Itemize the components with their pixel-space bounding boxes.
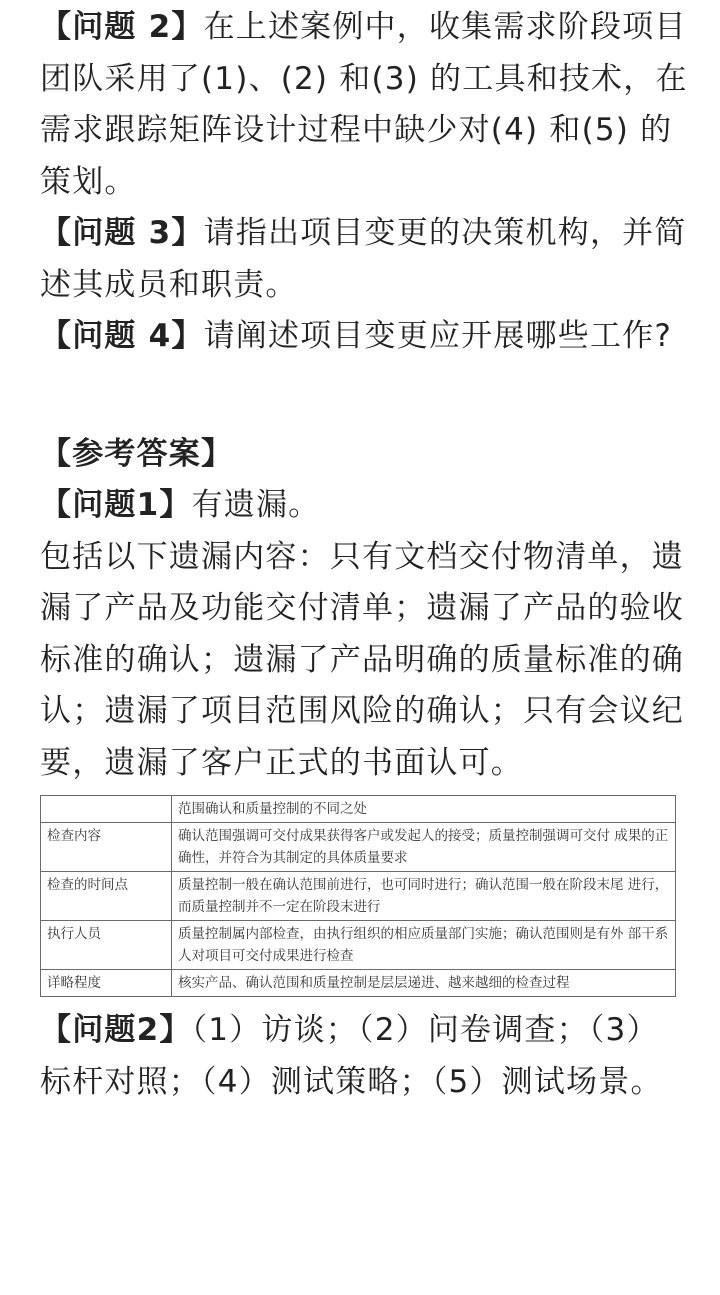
table-row-label: 检查内容 (41, 823, 172, 872)
table-row (41, 823, 676, 872)
article-body (40, 2, 690, 1108)
question-2 (40, 2, 690, 208)
question-3-text: 请指出项目变更的决策机构，并简述其成员和职责。 (40, 215, 687, 303)
answer-2-label: 【问题2】 (40, 1012, 192, 1048)
answer-1-detail: 包括以下遗漏内容：只有文档交付物清单，遗漏了产品及功能交付清单；遗漏了产品的验收标准的确认；遗漏了产品明确的质量标准的确认；遗漏了项目范围风险的确认；只有会议纪要，遗漏了客户正式的书面认可。 (40, 538, 684, 781)
table-row-label: 检查的时间点 (41, 872, 172, 921)
table-row (41, 970, 676, 997)
table-row-label: 执行人员 (41, 921, 172, 970)
answer-2-text: （1）访谈；（2）问卷调查；（3）标杆对照；（4）测试策略；（5）测试场景。 (40, 1012, 663, 1100)
question-4-text: 请阐述项目变更应开展哪些工作? (203, 318, 673, 354)
table-row-text: 质量控制一般在确认范围前进行，也可同时进行；确认范围一般在阶段末尾 进行，而质量控制并不一定在阶段末进行 (172, 872, 676, 921)
answer-1-label: 【问题1】 (40, 487, 192, 523)
question-2-label: 【问题 2】 (40, 9, 204, 45)
question-4 (40, 311, 690, 363)
comparison-table (40, 795, 676, 997)
question-3 (40, 208, 690, 311)
table-row (41, 921, 676, 970)
answer-1 (40, 480, 690, 532)
table-header-row (41, 796, 676, 823)
answer-heading: 【参考答案】 (40, 435, 234, 472)
answer-1-text: 有遗漏。 (191, 487, 321, 523)
comparison-table-wrap (40, 795, 690, 997)
table-row-text: 质量控制属内部检查，由执行组织的相应质量部门实施；确认范围则是有外 部干系人对项目可交付成果进行检查 (172, 921, 676, 970)
table-row-text: 核实产品、确认范围和质量控制是层层递进、越来越细的检查过程 (172, 970, 676, 997)
table-row-text: 确认范围强调可交付成果获得客户或发起人的接受；质量控制强调可交付 成果的正确性，并符合为其制定的具体质量要求 (172, 823, 676, 872)
question-3-label: 【问题 3】 (40, 215, 204, 251)
answer-2 (40, 1005, 690, 1108)
table-header-cell-title: 范围确认和质量控制的不同之处 (172, 796, 676, 823)
table-row (41, 872, 676, 921)
question-2-text: 在上述案例中，收集需求阶段项目团队采用了(1)、(2) 和(3) 的工具和技术，在需求跟踪矩阵设计过程中缺少对(4) 和(5) 的策划。 (40, 9, 688, 200)
table-header-cell-empty (41, 796, 172, 823)
question-4-label: 【问题 4】 (40, 318, 204, 354)
table-row-label: 详略程度 (41, 970, 172, 997)
section-spacer (40, 363, 690, 429)
